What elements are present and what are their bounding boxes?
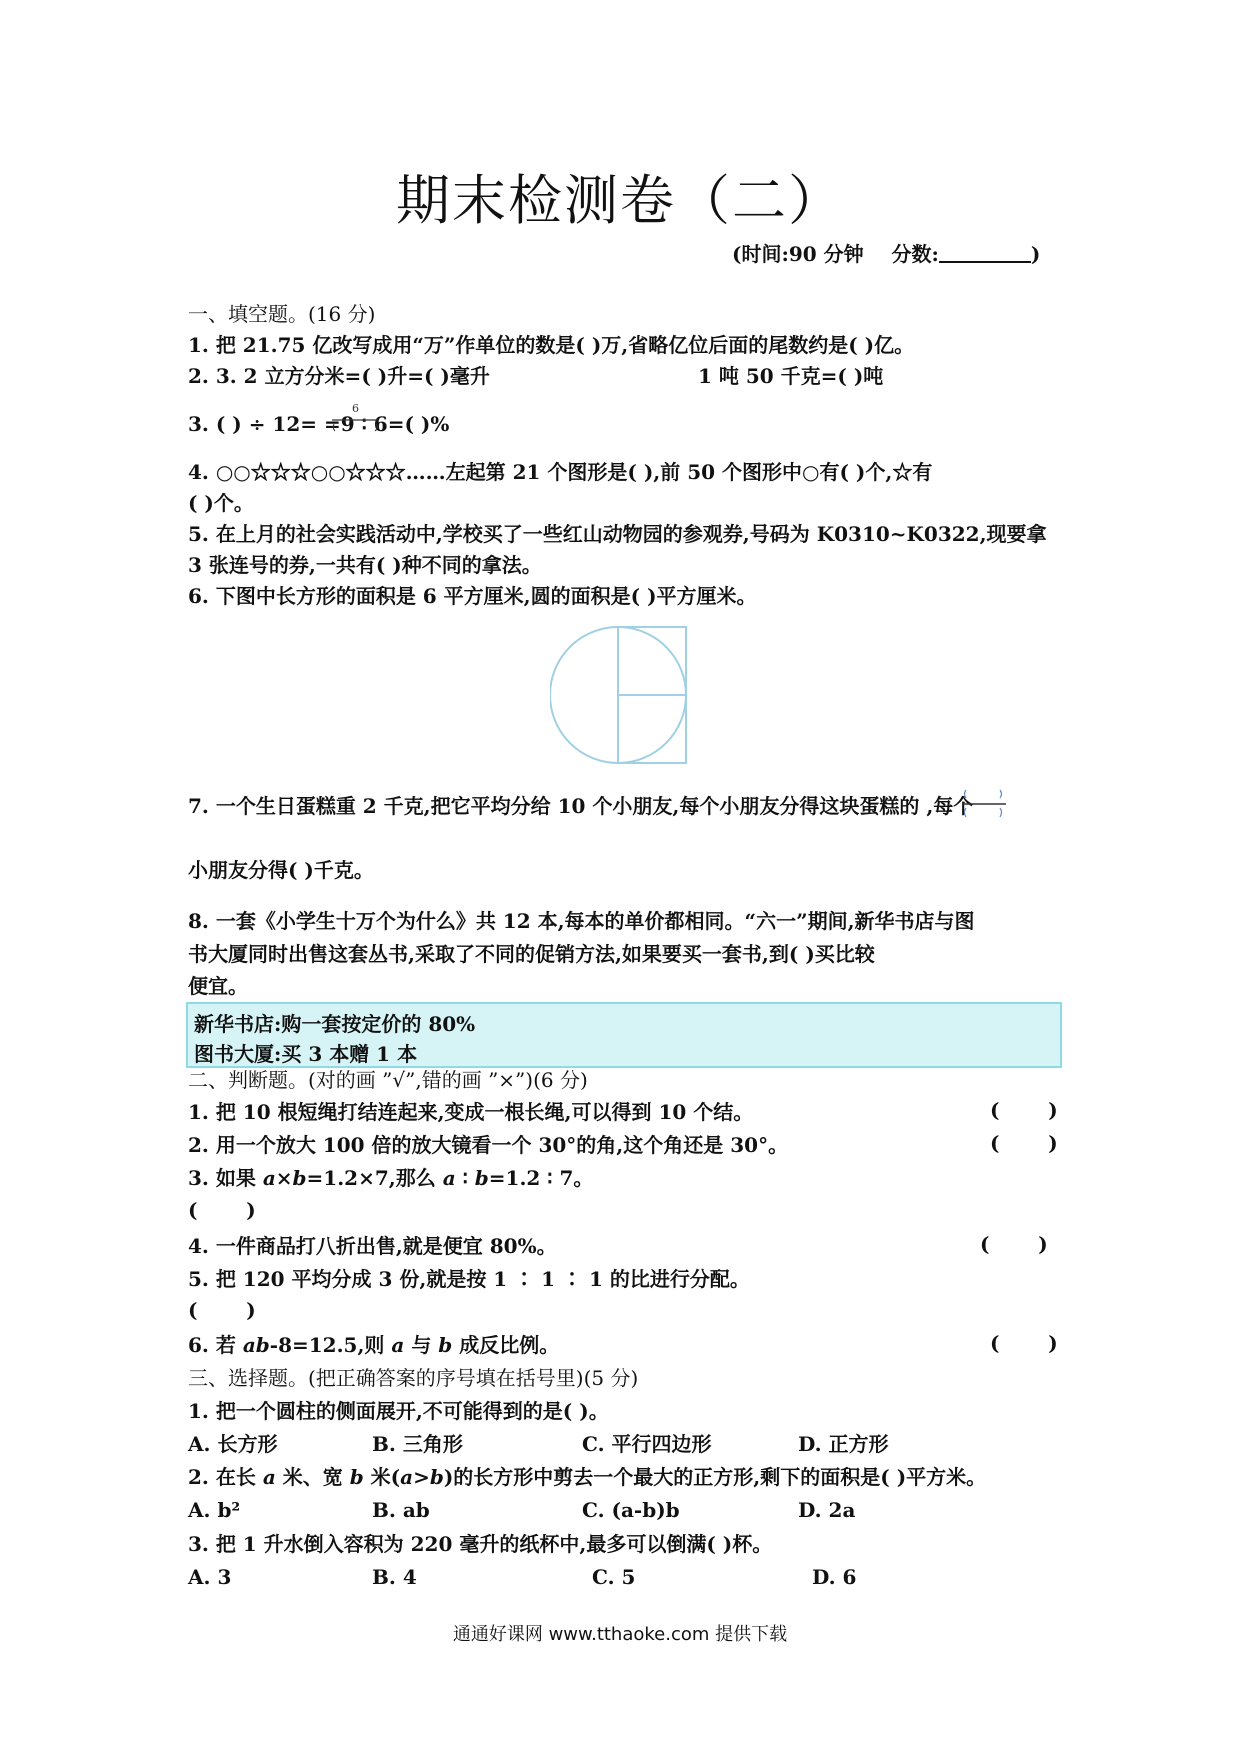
section3-heading: 三、选择题。(把正确答案的序号填在括号里)(5 分)	[188, 1366, 639, 1390]
score-label: 分数:	[891, 242, 939, 266]
s1-q4b: ( )个。	[188, 491, 254, 515]
s3-q2-option-a[interactable]: A. b²	[188, 1498, 241, 1522]
meta-close: )	[1030, 242, 1041, 266]
s1-q7a: 7. 一个生日蛋糕重 2 千克,把它平均分给 10 个小朋友,每个小朋友分得这块蛋糕的 ,每个	[188, 794, 974, 818]
s3-q3-option-a[interactable]: A. 3	[188, 1565, 232, 1589]
s1-q8c: 便宜。	[188, 974, 248, 998]
s1-q3: 3. ( ) ÷ 12= =9 ∶ 6=( )%	[188, 412, 450, 436]
time-label: (时间:90 分钟	[732, 242, 864, 266]
s2-q4-answer[interactable]: ( )	[980, 1232, 1048, 1256]
s3-q2-option-d[interactable]: D. 2a	[798, 1498, 856, 1522]
s3-q1-option-c[interactable]: C. 平行四边形	[582, 1432, 712, 1456]
s2-q4: 4. 一件商品打八折出售,就是便宜 80%。	[188, 1234, 557, 1258]
s1-q8a: 8. 一套《小学生十万个为什么》共 12 本,每本的单价都相同。“六一”期间,新华书店与图	[188, 909, 975, 933]
s1-q6: 6. 下图中长方形的面积是 6 平方厘米,圆的面积是( )平方厘米。	[188, 584, 757, 608]
s3-q3-option-d[interactable]: D. 6	[812, 1565, 857, 1589]
s2-q1-answer[interactable]: ( )	[990, 1098, 1058, 1122]
s3-q2-option-c[interactable]: C. (a-b)b	[582, 1498, 680, 1522]
section1-heading: 一、填空题。(16 分)	[188, 302, 376, 326]
s3-q1-option-d[interactable]: D. 正方形	[798, 1432, 889, 1456]
s1-q2a: 2. 3. 2 立方分米=( )升=( )毫升	[188, 364, 490, 388]
s2-q1: 1. 把 10 根短绳打结连起来,变成一根长绳,可以得到 10 个结。	[188, 1100, 754, 1124]
s3-q3-option-b[interactable]: B. 4	[372, 1565, 417, 1589]
section2-heading: 二、判断题。(对的画 ”√”,错的画 ”×”)(6 分)	[188, 1068, 588, 1092]
s3-q1-option-a[interactable]: A. 长方形	[188, 1432, 278, 1456]
s3-q3-option-c[interactable]: C. 5	[592, 1565, 636, 1589]
fraction-bar-icon	[330, 416, 382, 432]
s2-q5: 5. 把 120 平均分成 3 份,就是按 1 ∶ 1 ∶ 1 的比进行分配。	[188, 1267, 750, 1291]
s3-q2: 2. 在长 a 米、宽 b 米(a>b)的长方形中剪去一个最大的正方形,剩下的面积是( )平方米。	[188, 1465, 987, 1489]
circle-rectangle-figure	[550, 625, 690, 765]
s1-q1: 1. 把 21.75 亿改写成用“万”作单位的数是( )万,省略亿位后面的尾数约是( )亿。	[188, 333, 915, 357]
page-title: 期末检测卷（二）	[396, 169, 844, 232]
s2-q6: 6. 若 ab-8=12.5,则 a 与 b 成反比例。	[188, 1333, 560, 1357]
s2-q2-answer[interactable]: ( )	[990, 1131, 1058, 1155]
score-blank[interactable]	[939, 243, 1031, 263]
s1-q3-fraction-numerator: 6	[352, 402, 359, 415]
promo-tushu: 图书大厦:买 3 本赠 1 本	[194, 1042, 418, 1066]
s2-q3-answer[interactable]: ( )	[188, 1198, 256, 1222]
s1-q8b: 书大厦同时出售这套丛书,采取了不同的促销方法,如果要买一套书,到( )买比较	[188, 942, 875, 966]
s1-q7b: 小朋友分得( )千克。	[188, 858, 374, 882]
fraction-blank-icon	[960, 788, 1010, 820]
s1-q5b: 3 张连号的券,一共有( )种不同的拿法。	[188, 553, 542, 577]
s1-q5a: 5. 在上月的社会实践活动中,学校买了一些红山动物园的参观券,号码为 K0310~K0322,现要拿	[188, 522, 1047, 546]
promo-xinhua: 新华书店:购一套按定价的 80%	[194, 1012, 476, 1036]
footer-source: 通通好课网 www.tthaoke.com 提供下载	[452, 1624, 788, 1645]
s1-q4a: 4. ○○☆☆☆○○☆☆☆……左起第 21 个图形是( ),前 50 个图形中○有( )个,☆有	[188, 460, 933, 484]
s1-q2b: 1 吨 50 千克=( )吨	[698, 364, 884, 388]
s2-q5-answer[interactable]: ( )	[188, 1298, 256, 1322]
s3-q3: 3. 把 1 升水倒入容积为 220 毫升的纸杯中,最多可以倒满( )杯。	[188, 1532, 773, 1556]
promotion-box	[186, 1002, 1062, 1068]
s3-q1: 1. 把一个圆柱的侧面展开,不可能得到的是( )。	[188, 1399, 609, 1423]
s2-q6-answer[interactable]: ( )	[990, 1331, 1058, 1355]
s3-q1-option-b[interactable]: B. 三角形	[372, 1432, 463, 1456]
time-score-line	[732, 238, 1040, 267]
s3-q2-option-b[interactable]: B. ab	[372, 1498, 430, 1522]
s2-q2: 2. 用一个放大 100 倍的放大镜看一个 30°的角,这个角还是 30°。	[188, 1133, 789, 1157]
s2-q3: 3. 如果 a×b=1.2×7,那么 a ∶ b=1.2 ∶ 7。	[188, 1166, 594, 1190]
